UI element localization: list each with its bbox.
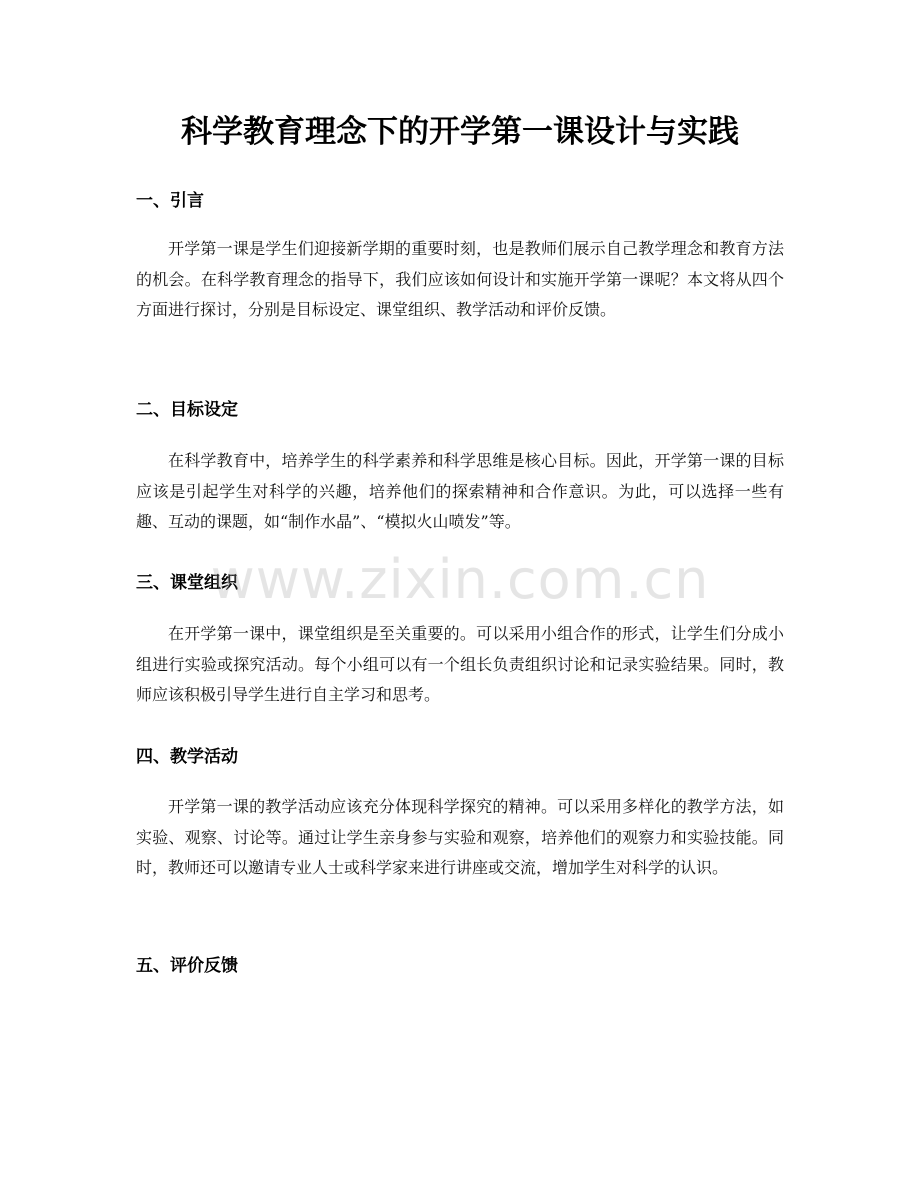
section-heading-evaluation-feedback: 五、评价反馈 bbox=[136, 956, 238, 976]
section-paragraph-introduction: 开学第一课是学生们迎接新学期的重要时刻，也是教师们展示自己教学理念和教育方法的机会。在科学教育理念的指导下，我们应该如何设计和实施开学第一课呢？本文将从四个方面进行探讨，分别是目标设定、课堂组织、教学活动和评价反馈。 bbox=[136, 239, 784, 319]
section-heading-goal-setting: 二、目标设定 bbox=[136, 400, 238, 420]
watermark: www.zixin.com.cn bbox=[210, 548, 710, 611]
section-heading-teaching-activities: 四、教学活动 bbox=[136, 747, 238, 767]
section-heading-introduction: 一、引言 bbox=[136, 191, 204, 211]
section-paragraph-classroom-organization: 在开学第一课中，课堂组织是至关重要的。可以采用小组合作的形式，让学生们分成小组进行实验或探究活动。每个小组可以有一个组长负责组织讨论和记录实验结果。同时，教师应该积极引导学生进行自主学习和思考。 bbox=[136, 624, 784, 704]
section-paragraph-teaching-activities: 开学第一课的教学活动应该充分体现科学探究的精神。可以采用多样化的教学方法，如实验、观察、讨论等。通过让学生亲身参与实验和观察，培养他们的观察力和实验技能。同时，教师还可以邀请专业人士或科学家来进行讲座或交流，增加学生对科学的认识。 bbox=[136, 797, 784, 877]
section-paragraph-goal-setting: 在科学教育中，培养学生的科学素养和科学思维是核心目标。因此，开学第一课的目标应该是引起学生对科学的兴趣，培养他们的探索精神和合作意识。为此，可以选择一些有趣、互动的课题，如“制作水晶”、“模拟火山喷发”等。 bbox=[136, 451, 784, 531]
section-heading-classroom-organization: 三、课堂组织 bbox=[136, 573, 238, 593]
page-title: 科学教育理念下的开学第一课设计与实践 bbox=[181, 114, 739, 150]
